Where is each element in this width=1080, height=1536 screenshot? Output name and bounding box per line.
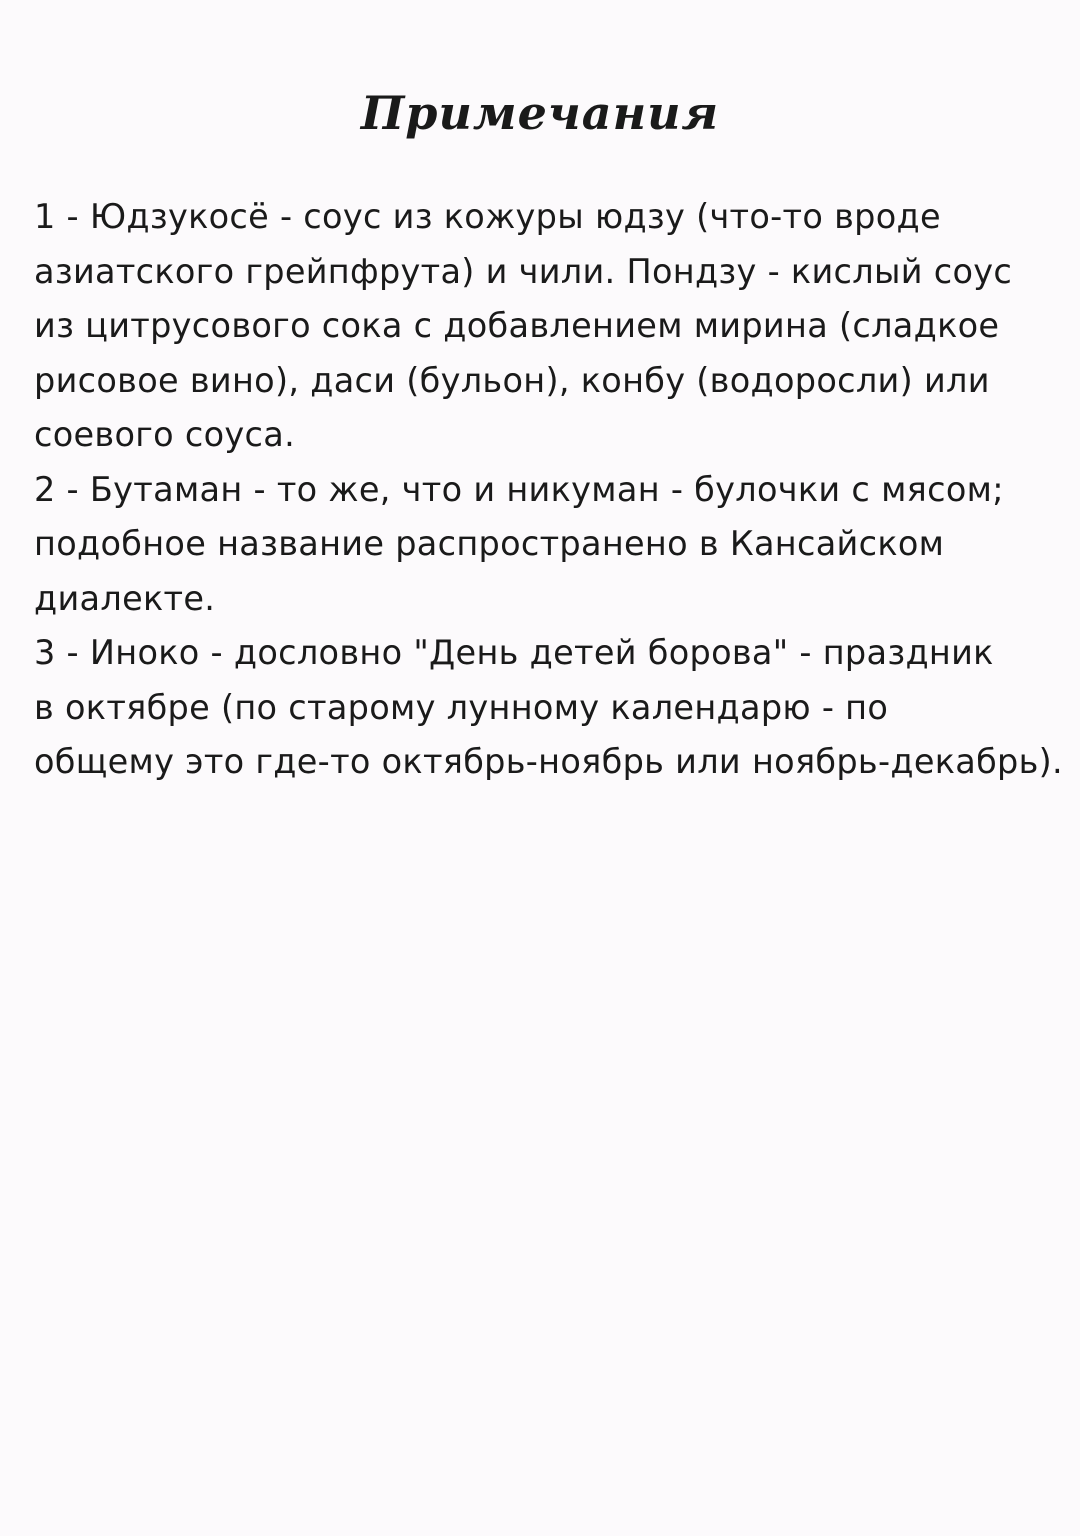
- note-3-line-3: общему это где-то октябрь-ноябрь или ноябрь-декабрь).: [34, 742, 1063, 781]
- note-3-line-2: в октябре (по старому лунному календарю - по: [34, 687, 889, 727]
- note-1-line-1: 1 - Юдзукосё - соус из кожуры юдзу (что-то вроде: [34, 197, 941, 236]
- note-2-line-2: подобное название распространено в Кансайском: [34, 524, 945, 563]
- note-1-line-4: рисовое вино), даси (бульон), конбу (водоросли) или: [34, 360, 990, 400]
- note-3-line-1: 3 - Иноко - дословно "День детей борова" - праздник: [34, 633, 994, 672]
- note-1-line-5: соевого соуса.: [34, 415, 296, 454]
- note-1-line-2: азиатского грейпфрута) и чили. Пондзу - кислый соус: [34, 251, 1013, 291]
- page-title: Примечания: [360, 86, 720, 140]
- note-2-line-1: 2 - Бутаман - то же, что и никуман - булочки с мясом;: [34, 469, 1004, 509]
- notes-body: [34, 190, 1063, 790]
- note-1-line-3: из цитрусового сока с добавлением мирина (сладкое: [34, 306, 1000, 345]
- note-2-line-3: диалекте.: [34, 578, 216, 618]
